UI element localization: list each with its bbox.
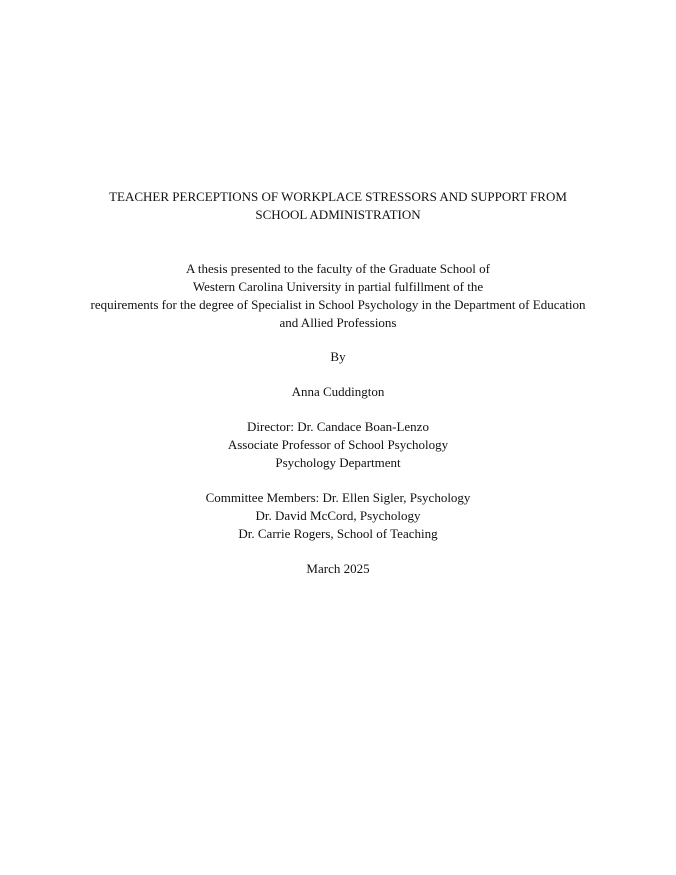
- thesis-statement: [40, 260, 636, 332]
- thesis-title-line-1: TEACHER PERCEPTIONS OF WORKPLACE STRESSORS AND SUPPORT FROM: [109, 189, 567, 204]
- committee-member-1: Committee Members: Dr. Ellen Sigler, Psychology: [205, 490, 471, 505]
- thesis-statement-line-2: Western Carolina University in partial fulfillment of the: [192, 279, 484, 294]
- director-title: Associate Professor of School Psychology: [227, 437, 449, 452]
- submission-date: [40, 560, 636, 578]
- by-label-text: By: [330, 349, 346, 364]
- author-name-text: Anna Cuddington: [291, 384, 385, 399]
- thesis-title: [60, 188, 616, 224]
- committee-members: [40, 489, 636, 543]
- director-department: Psychology Department: [275, 455, 401, 470]
- director-name: Director: Dr. Candace Boan-Lenzo: [247, 419, 429, 434]
- author-name: [40, 383, 636, 401]
- by-label: [40, 348, 636, 366]
- thesis-statement-line-4: and Allied Professions: [279, 315, 397, 330]
- thesis-title-line-2: SCHOOL ADMINISTRATION: [255, 207, 421, 222]
- thesis-statement-line-1: A thesis presented to the faculty of the Graduate School of: [186, 261, 490, 276]
- submission-date-text: March 2025: [306, 561, 370, 576]
- committee-member-2: Dr. David McCord, Psychology: [255, 508, 421, 523]
- committee-member-3: Dr. Carrie Rogers, School of Teaching: [238, 526, 438, 541]
- thesis-statement-line-3: requirements for the degree of Specialist in School Psychology in the Department of Education: [90, 297, 586, 312]
- director-info: [40, 418, 636, 472]
